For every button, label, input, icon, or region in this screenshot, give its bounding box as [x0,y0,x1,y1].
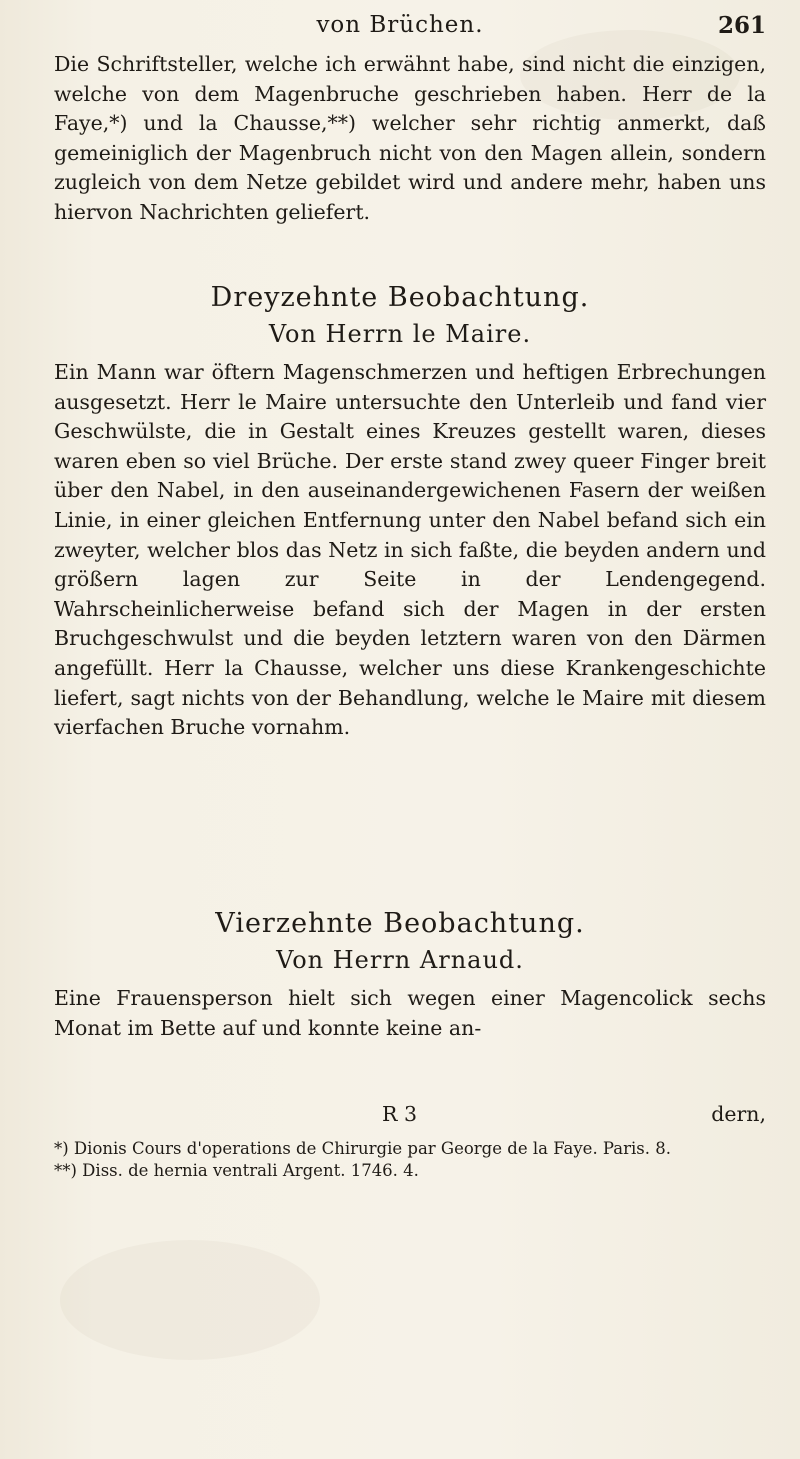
paragraph-observation-14: Eine Frauensperson hielt sich wegen einer Magencolick sechs Monat im Bette auf und konnte keine an- [54,986,766,1040]
catchword-line [54,1102,766,1132]
paragraph-observation-13: Ein Mann war öftern Magenschmerzen und heftigen Erbrechungen ausgesetzt. Herr le Maire untersuchte den Unterleib und fand vier Geschwülste, die in Gestalt eines Kreuzes gestellt waren, dieses waren eben so viel Brüche. Der erste stand zwey queer Finger breit über den Nabel, in den auseinandergewichenen Fasern der weißen Linie, in einer gleichen Entfernung unter den Nabel befand sich ein zweyter, welcher blos das Netz in sich faßte, die beyden andern und größern lagen zur Seite in der Lendengegend. Wahrscheinlicherweise befand sich der Magen in der ersten Bruchgeschwulst und die beyden letztern waren von den Därmen angefüllt. Herr la Chausse, welcher uns diese Krankengeschichte liefert, sagt nichts von der Behandlung, welche le Maire mit diesem vierfachen Bruche vornahm. [54,360,766,740]
section-author-14: Von Herrn Arnaud. [276,946,524,974]
signature-mark: R 3 [382,1102,417,1126]
section-heading-14: Vierzehnte Beobachtung. [215,908,585,939]
running-head: von Brüchen. [316,12,484,38]
section-heading-13: Dreyzehnte Beobachtung. [210,282,590,313]
footnote: *) Dionis Cours d'operations de Chirurgie par George de la Faye. Paris. 8. [54,1139,671,1158]
footnote: **) Diss. de hernia ventrali Argent. 1746. 4. [54,1161,419,1180]
paragraph-intro: Die Schriftsteller, welche ich erwähnt habe, sind nicht die einzigen, welche von dem Magenbruche geschrieben haben. Herr de la Faye,*) und la Chausse,**) welcher sehr richtig anmerkt, daß gemeiniglich der Magenbruch nicht von den Magen allein, sondern zugleich von dem Netze gebildet wird und andere mehr, haben uns hiervon Nachrichten geliefert. [54,52,766,224]
paper-stain [60,1240,320,1360]
section-author-13: Von Herrn le Maire. [268,320,532,348]
page-number: 261 [717,12,766,39]
footnotes [54,1138,766,1182]
catchword: dern, [711,1102,766,1126]
page-header [0,10,800,50]
